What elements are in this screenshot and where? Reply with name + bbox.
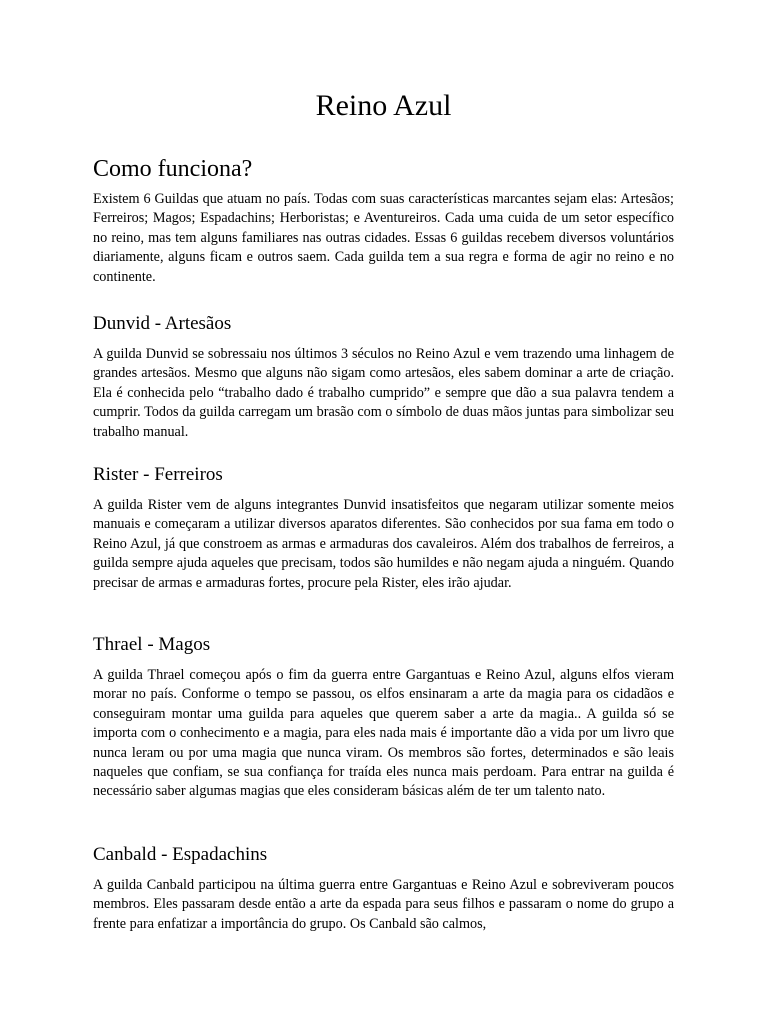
document-title: Reino Azul (315, 89, 452, 122)
section-rister (93, 463, 674, 593)
section-heading: Rister - Ferreiros (93, 464, 223, 485)
section-paragraph: A guilda Dunvid se sobressaiu nos últimos 3 séculos no Reino Azul e vem trazendo uma linhagem de grandes artesãos. Mesmo que alguns não sigam como artesãos, eles sabem dominar a arte de criação. Ela é conhecida pelo “trabalho dado é trabalho cumprido” e sempre que dão a sua palavra tendem a cumprir. Todos da guilda carregam um brasão com o símbolo de duas mãos juntas para simbolizar seu trabalho manual. (93, 346, 674, 440)
section-canbald (93, 843, 674, 934)
section-paragraph: Existem 6 Guildas que atuam no país. Todas com suas características marcantes sejam elas: Artesãos; Ferreiros; Magos; Espadachins; Herboristas; e Aventureiros. Cada uma cuida de um setor específico no reino, mas tem alguns familiares nas outras cidades. Essas 6 guildas recebem diversos voluntários diariamente, alguns ficam e outros saem. Cada guilda tem a sua regra e forma de agir no reino e no continente. (93, 191, 674, 285)
section-paragraph: A guilda Canbald participou na última guerra entre Gargantuas e Reino Azul e sobreviveram poucos membros. Eles passaram desde então a arte da espada para seus filhos e passaram o nome do grupo a frente para enfatizar a importância do grupo. Os Canbald são calmos, (93, 877, 674, 932)
section-thrael (93, 633, 674, 802)
section-heading: Thrael - Magos (93, 634, 211, 655)
section-paragraph: A guilda Rister vem de alguns integrantes Dunvid insatisfeitos que negaram utilizar somente meios manuais e começaram a utilizar diversos aparatos diferentes. São conhecidos por sua fama em todo o Reino Azul, já que constroem as armas e armaduras dos cavaleiros. Além dos trabalhos de ferreiros, a guilda sempre ajuda aqueles que precisam, todos são humildes e não negam ajuda a ninguém. Quando precisar de armas e armaduras fortes, procure pela Rister, eles irão ajudar. (93, 497, 674, 591)
section-heading: Dunvid - Artesãos (93, 313, 232, 334)
section-paragraph: A guilda Thrael começou após o fim da guerra entre Gargantuas e Reino Azul, alguns elfos vieram morar no país. Conforme o tempo se passou, os elfos ensinaram a arte da magia para os cidadãos e conseguiram montar uma guilda para aqueles que querem saber a arte da magia.. A guilda só se importa com o conhecimento e a magia, para eles nada mais é importante dão a vida por um livro que nunca leram ou por uma magia que nunca viram. Os membros são fortes, determinados e são leais naqueles que confiam, se sua confiança for traída eles nunca mais perdoam. Para entrar na guilda é necessário saber algumas magias que eles consideram básicas além de ter um talento nato. (93, 667, 674, 800)
section-dunvid (93, 312, 674, 442)
section-heading: Como funciona? (93, 156, 253, 182)
section-heading: Canbald - Espadachins (93, 844, 268, 865)
section-como-funciona (93, 154, 674, 287)
